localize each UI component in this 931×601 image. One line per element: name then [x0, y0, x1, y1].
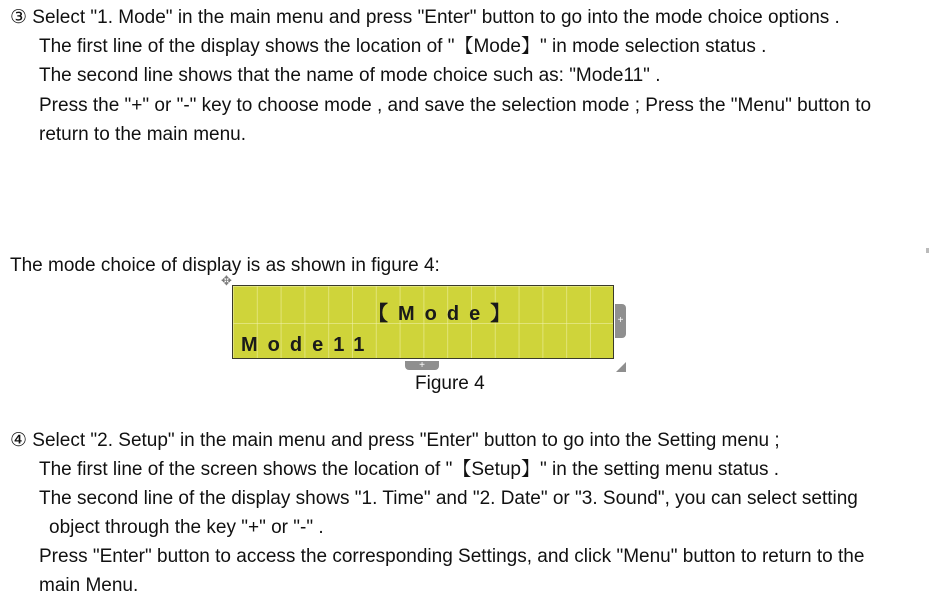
- section4-line5: main Menu.: [39, 575, 139, 596]
- resize-corner-icon[interactable]: [616, 362, 626, 372]
- section4-line2: The second line of the display shows "1. Time" and "2. Date" or "3. Sound", you can select setting: [39, 488, 858, 509]
- move-handle-icon[interactable]: ✥: [221, 273, 232, 288]
- section3-line2: The second line shows that the name of mode choice such as: "Mode11" .: [39, 65, 661, 86]
- figure-intro: The mode choice of display is as shown in figure 4:: [10, 255, 440, 276]
- figure-caption: Figure 4: [415, 373, 485, 394]
- lcd-row1-text: 【Mode】: [368, 303, 521, 325]
- resize-handle-bottom[interactable]: +: [405, 361, 439, 370]
- section3-line4: return to the main menu.: [39, 124, 246, 145]
- lcd-row2-text: Mode11: [241, 334, 375, 356]
- section3-line1: The first line of the display shows the location of "【Mode】" in mode selection status .: [39, 36, 767, 57]
- section4-line4: Press "Enter" button to access the corresponding Settings, and click "Menu" button to return to the: [39, 546, 865, 567]
- section3-heading: ③ Select "1. Mode" in the main menu and press "Enter" button to go into the mode choice options .: [10, 7, 840, 28]
- section4-heading: ④ Select "2. Setup" in the main menu and press "Enter" button to go into the Setting menu ;: [10, 430, 780, 451]
- section3-line3: Press the "+" or "-" key to choose mode , and save the selection mode ; Press the "Menu" button to: [39, 95, 872, 116]
- section4-line1: The first line of the screen shows the location of "【Setup】" in the setting menu status .: [39, 459, 780, 480]
- section4-line3: object through the key "+" or "-" .: [49, 517, 324, 538]
- edge-mark: [926, 248, 929, 253]
- resize-handle-right[interactable]: +: [615, 304, 626, 338]
